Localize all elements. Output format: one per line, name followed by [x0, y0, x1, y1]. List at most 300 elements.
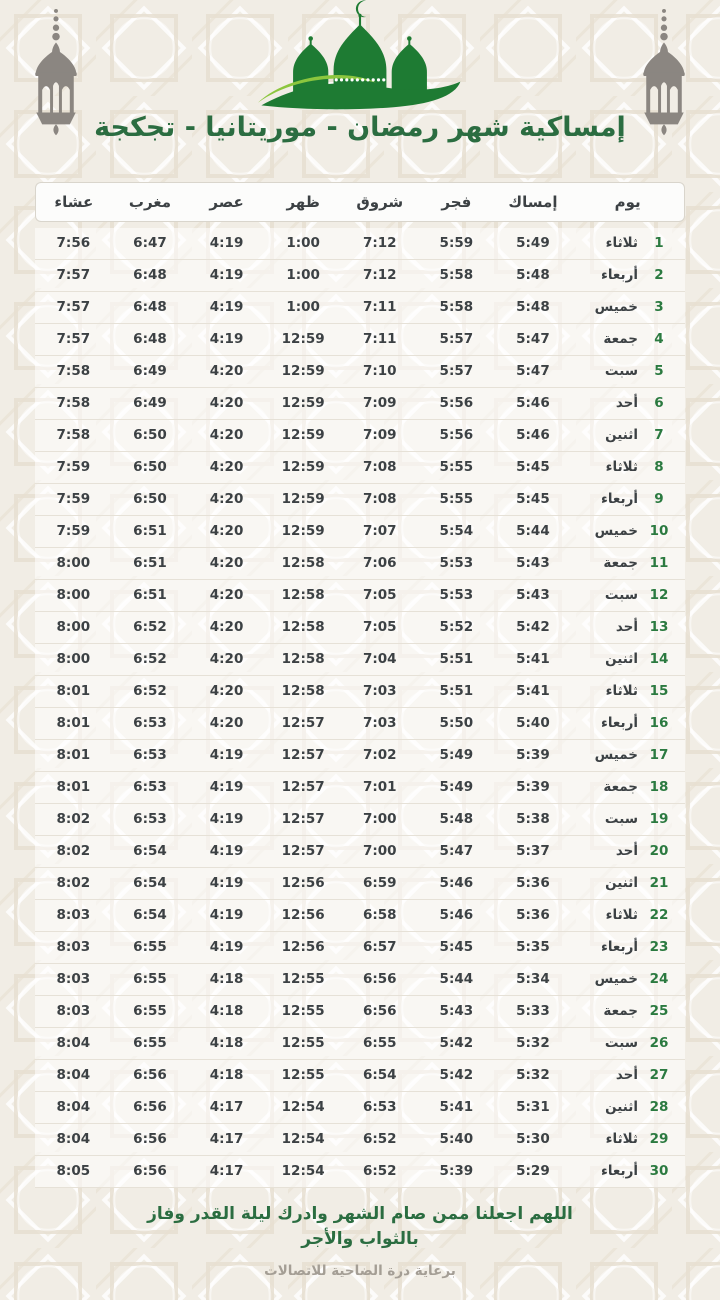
day-cell	[571, 324, 685, 356]
table-header-row	[35, 182, 685, 222]
asr-time: 4:19	[188, 836, 265, 868]
fajr-time: 5:56	[418, 388, 495, 420]
maghrib-time: 6:47	[112, 228, 189, 260]
shuruq-time: 6:54	[341, 1060, 418, 1092]
shuruq-time: 6:56	[341, 964, 418, 996]
isha-time: 7:57	[35, 324, 112, 356]
isha-time: 8:02	[35, 804, 112, 836]
day-cell	[571, 548, 685, 580]
fajr-time: 5:49	[418, 740, 495, 772]
maghrib-time: 6:51	[112, 580, 189, 612]
isha-time: 8:05	[35, 1156, 112, 1188]
imsak-time: 5:39	[495, 740, 572, 772]
imsak-time: 5:42	[495, 612, 572, 644]
maghrib-time: 6:48	[112, 292, 189, 324]
table-row	[35, 1156, 685, 1188]
day-name: ثلاثاء	[605, 459, 638, 475]
asr-time: 4:19	[188, 868, 265, 900]
isha-time: 8:00	[35, 548, 112, 580]
shuruq-time: 7:03	[341, 676, 418, 708]
day-name: خميس	[594, 523, 638, 539]
day-cell	[571, 900, 685, 932]
column-header-shuruq: شروق	[341, 182, 418, 222]
maghrib-time: 6:54	[112, 900, 189, 932]
day-number: 20	[649, 843, 669, 859]
day-name: ثلاثاء	[605, 235, 638, 251]
table-row	[35, 516, 685, 548]
isha-time: 8:00	[35, 580, 112, 612]
shuruq-time: 7:08	[341, 484, 418, 516]
shuruq-time: 7:05	[341, 580, 418, 612]
day-name: أربعاء	[600, 267, 638, 283]
isha-time: 7:57	[35, 292, 112, 324]
day-name: جمعة	[603, 555, 638, 571]
maghrib-time: 6:51	[112, 548, 189, 580]
day-cell	[571, 804, 685, 836]
day-cell	[571, 1092, 685, 1124]
imsak-time: 5:44	[495, 516, 572, 548]
isha-time: 8:00	[35, 644, 112, 676]
day-cell	[571, 292, 685, 324]
isha-time: 8:00	[35, 612, 112, 644]
shuruq-time: 7:00	[341, 836, 418, 868]
dhuhr-time: 12:59	[265, 388, 342, 420]
fajr-time: 5:54	[418, 516, 495, 548]
imsak-time: 5:29	[495, 1156, 572, 1188]
dhuhr-time: 12:58	[265, 612, 342, 644]
isha-time: 8:01	[35, 676, 112, 708]
day-cell	[571, 644, 685, 676]
day-name: جمعة	[603, 331, 638, 347]
isha-time: 8:03	[35, 964, 112, 996]
day-cell	[571, 836, 685, 868]
maghrib-time: 6:52	[112, 644, 189, 676]
day-number: 15	[649, 683, 669, 699]
dhuhr-time: 12:57	[265, 772, 342, 804]
table-row	[35, 1028, 685, 1060]
fajr-time: 5:43	[418, 996, 495, 1028]
day-name: جمعة	[603, 779, 638, 795]
dhuhr-time: 12:54	[265, 1124, 342, 1156]
table-row	[35, 324, 685, 356]
imsak-time: 5:41	[495, 644, 572, 676]
isha-time: 7:56	[35, 228, 112, 260]
maghrib-time: 6:53	[112, 708, 189, 740]
dhuhr-time: 12:56	[265, 900, 342, 932]
dhuhr-time: 12:54	[265, 1092, 342, 1124]
fajr-time: 5:44	[418, 964, 495, 996]
imsak-time: 5:33	[495, 996, 572, 1028]
day-number: 9	[654, 491, 664, 507]
table-row	[35, 388, 685, 420]
header	[0, 0, 720, 158]
table-row	[35, 740, 685, 772]
imsak-time: 5:39	[495, 772, 572, 804]
fajr-time: 5:53	[418, 580, 495, 612]
fajr-time: 5:40	[418, 1124, 495, 1156]
day-cell	[571, 580, 685, 612]
dhuhr-time: 12:58	[265, 644, 342, 676]
maghrib-time: 6:55	[112, 932, 189, 964]
day-number: 8	[654, 459, 664, 475]
imsak-time: 5:43	[495, 580, 572, 612]
day-cell	[571, 1060, 685, 1092]
fajr-time: 5:46	[418, 868, 495, 900]
page-title: إمساكية شهر رمضان - موريتانيا - تجكجة	[94, 112, 626, 143]
isha-time: 7:59	[35, 484, 112, 516]
day-cell	[571, 1124, 685, 1156]
day-name: ثلاثاء	[605, 1131, 638, 1147]
imsak-time: 5:38	[495, 804, 572, 836]
fajr-time: 5:42	[418, 1028, 495, 1060]
table-row	[35, 836, 685, 868]
maghrib-time: 6:56	[112, 1156, 189, 1188]
day-cell	[571, 612, 685, 644]
asr-time: 4:20	[188, 420, 265, 452]
dhuhr-time: 12:59	[265, 356, 342, 388]
shuruq-time: 7:12	[341, 228, 418, 260]
day-cell	[571, 676, 685, 708]
day-cell	[571, 996, 685, 1028]
dhuhr-time: 12:57	[265, 804, 342, 836]
shuruq-time: 6:52	[341, 1124, 418, 1156]
imsak-time: 5:47	[495, 324, 572, 356]
day-number: 11	[649, 555, 669, 571]
day-name: ثلاثاء	[605, 907, 638, 923]
shuruq-time: 6:52	[341, 1156, 418, 1188]
maghrib-time: 6:55	[112, 1028, 189, 1060]
fajr-time: 5:56	[418, 420, 495, 452]
fajr-time: 5:49	[418, 772, 495, 804]
day-number: 30	[649, 1163, 669, 1179]
asr-time: 4:20	[188, 644, 265, 676]
day-number: 16	[649, 715, 669, 731]
isha-time: 8:04	[35, 1124, 112, 1156]
shuruq-time: 7:02	[341, 740, 418, 772]
prayer-times-section	[35, 182, 685, 1188]
fajr-time: 5:58	[418, 292, 495, 324]
table-row	[35, 1060, 685, 1092]
day-number: 1	[654, 235, 664, 251]
maghrib-time: 6:53	[112, 804, 189, 836]
fajr-time: 5:59	[418, 228, 495, 260]
isha-time: 8:01	[35, 772, 112, 804]
table-row	[35, 260, 685, 292]
day-cell	[571, 1156, 685, 1188]
imsak-time: 5:35	[495, 932, 572, 964]
maghrib-time: 6:55	[112, 964, 189, 996]
fajr-time: 5:52	[418, 612, 495, 644]
imsak-time: 5:46	[495, 388, 572, 420]
isha-time: 8:03	[35, 996, 112, 1028]
day-number: 19	[649, 811, 669, 827]
day-cell	[571, 1028, 685, 1060]
prayer-times-table	[35, 182, 685, 1188]
day-number: 23	[649, 939, 669, 955]
day-name: اثنين	[605, 651, 638, 667]
isha-time: 8:04	[35, 1028, 112, 1060]
dhuhr-time: 12:59	[265, 452, 342, 484]
day-number: 24	[649, 971, 669, 987]
maghrib-time: 6:50	[112, 452, 189, 484]
table-row	[35, 932, 685, 964]
shuruq-time: 7:08	[341, 452, 418, 484]
column-header-isha: عشاء	[35, 182, 112, 222]
dhuhr-time: 12:56	[265, 932, 342, 964]
day-cell	[571, 868, 685, 900]
maghrib-time: 6:56	[112, 1092, 189, 1124]
day-name: سبت	[604, 1035, 638, 1051]
day-number: 21	[649, 875, 669, 891]
day-cell	[571, 964, 685, 996]
isha-time: 8:02	[35, 868, 112, 900]
table-row	[35, 452, 685, 484]
dhuhr-time: 12:59	[265, 420, 342, 452]
fajr-time: 5:45	[418, 932, 495, 964]
fajr-time: 5:41	[418, 1092, 495, 1124]
day-number: 3	[654, 299, 664, 315]
imsak-time: 5:47	[495, 356, 572, 388]
dhuhr-time: 12:55	[265, 964, 342, 996]
day-name: اثنين	[605, 427, 638, 443]
isha-time: 8:01	[35, 740, 112, 772]
isha-time: 7:58	[35, 388, 112, 420]
imsak-time: 5:48	[495, 260, 572, 292]
dhuhr-time: 12:57	[265, 740, 342, 772]
imsak-time: 5:43	[495, 548, 572, 580]
isha-time: 8:02	[35, 836, 112, 868]
day-name: أحد	[615, 619, 638, 635]
day-name: خميس	[594, 971, 638, 987]
asr-time: 4:18	[188, 1028, 265, 1060]
fajr-time: 5:48	[418, 804, 495, 836]
column-header-fajr: فجر	[418, 182, 495, 222]
times-table-body	[35, 222, 685, 1188]
fajr-time: 5:51	[418, 676, 495, 708]
table-row	[35, 804, 685, 836]
imsak-time: 5:37	[495, 836, 572, 868]
maghrib-time: 6:48	[112, 324, 189, 356]
asr-time: 4:18	[188, 996, 265, 1028]
isha-time: 8:03	[35, 932, 112, 964]
day-number: 17	[649, 747, 669, 763]
day-cell	[571, 420, 685, 452]
dhuhr-time: 12:59	[265, 484, 342, 516]
asr-time: 4:20	[188, 612, 265, 644]
imsak-time: 5:31	[495, 1092, 572, 1124]
day-number: 13	[649, 619, 669, 635]
table-row	[35, 996, 685, 1028]
shuruq-time: 7:06	[341, 548, 418, 580]
day-number: 27	[649, 1067, 669, 1083]
asr-time: 4:18	[188, 1060, 265, 1092]
day-number: 29	[649, 1131, 669, 1147]
maghrib-time: 6:52	[112, 676, 189, 708]
dhuhr-time: 12:55	[265, 1028, 342, 1060]
day-number: 10	[649, 523, 669, 539]
asr-time: 4:19	[188, 324, 265, 356]
day-cell	[571, 452, 685, 484]
maghrib-time: 6:48	[112, 260, 189, 292]
asr-time: 4:20	[188, 516, 265, 548]
mosque-icon	[254, 0, 466, 116]
imsak-time: 5:32	[495, 1028, 572, 1060]
day-number: 12	[649, 587, 669, 603]
imsak-time: 5:34	[495, 964, 572, 996]
maghrib-time: 6:56	[112, 1060, 189, 1092]
maghrib-time: 6:49	[112, 356, 189, 388]
isha-time: 7:59	[35, 516, 112, 548]
table-row	[35, 1092, 685, 1124]
day-cell	[571, 388, 685, 420]
day-name: خميس	[594, 747, 638, 763]
asr-time: 4:20	[188, 708, 265, 740]
day-number: 22	[649, 907, 669, 923]
day-number: 5	[654, 363, 664, 379]
asr-time: 4:17	[188, 1124, 265, 1156]
fajr-time: 5:53	[418, 548, 495, 580]
day-name: خميس	[594, 299, 638, 315]
table-row	[35, 900, 685, 932]
shuruq-time: 7:07	[341, 516, 418, 548]
shuruq-time: 6:57	[341, 932, 418, 964]
shuruq-time: 6:55	[341, 1028, 418, 1060]
maghrib-time: 6:49	[112, 388, 189, 420]
day-number: 6	[654, 395, 664, 411]
column-header-dhuhr: ظهر	[265, 182, 342, 222]
day-name: أحد	[615, 843, 638, 859]
imsak-time: 5:41	[495, 676, 572, 708]
isha-time: 7:59	[35, 452, 112, 484]
day-name: سبت	[604, 811, 638, 827]
sponsor-text: برعاية درة الضاحية للاتصالات	[264, 1263, 456, 1280]
table-row	[35, 772, 685, 804]
maghrib-time: 6:55	[112, 996, 189, 1028]
table-row	[35, 580, 685, 612]
shuruq-time: 6:56	[341, 996, 418, 1028]
shuruq-time: 7:01	[341, 772, 418, 804]
imsak-time: 5:30	[495, 1124, 572, 1156]
dhuhr-time: 1:00	[265, 260, 342, 292]
imsak-time: 5:46	[495, 420, 572, 452]
day-cell	[571, 484, 685, 516]
fajr-time: 5:55	[418, 452, 495, 484]
dua-text	[0, 1202, 720, 1251]
table-row	[35, 612, 685, 644]
day-number: 26	[649, 1035, 669, 1051]
day-name: أحد	[615, 1067, 638, 1083]
maghrib-time: 6:54	[112, 836, 189, 868]
shuruq-time: 7:11	[341, 292, 418, 324]
fajr-time: 5:46	[418, 900, 495, 932]
asr-time: 4:17	[188, 1156, 265, 1188]
asr-time: 4:20	[188, 452, 265, 484]
shuruq-time: 7:09	[341, 420, 418, 452]
day-number: 14	[649, 651, 669, 667]
asr-time: 4:19	[188, 900, 265, 932]
fajr-time: 5:47	[418, 836, 495, 868]
maghrib-time: 6:53	[112, 772, 189, 804]
day-name: أربعاء	[600, 491, 638, 507]
maghrib-time: 6:54	[112, 868, 189, 900]
day-name: اثنين	[605, 875, 638, 891]
imsak-time: 5:40	[495, 708, 572, 740]
dhuhr-time: 12:57	[265, 836, 342, 868]
day-cell	[571, 932, 685, 964]
day-number: 25	[649, 1003, 669, 1019]
dhuhr-time: 12:56	[265, 868, 342, 900]
dhuhr-time: 12:58	[265, 580, 342, 612]
shuruq-time: 7:00	[341, 804, 418, 836]
day-name: اثنين	[605, 1099, 638, 1115]
fajr-time: 5:51	[418, 644, 495, 676]
maghrib-time: 6:51	[112, 516, 189, 548]
shuruq-time: 7:10	[341, 356, 418, 388]
dhuhr-time: 12:59	[265, 516, 342, 548]
table-row	[35, 292, 685, 324]
day-cell	[571, 260, 685, 292]
table-row	[35, 484, 685, 516]
isha-time: 7:58	[35, 420, 112, 452]
day-cell	[571, 516, 685, 548]
shuruq-time: 7:05	[341, 612, 418, 644]
fajr-time: 5:57	[418, 356, 495, 388]
table-row	[35, 356, 685, 388]
dhuhr-time: 12:54	[265, 1156, 342, 1188]
table-row	[35, 708, 685, 740]
day-name: أحد	[615, 395, 638, 411]
dua-line-2: بالثواب والأجر	[301, 1228, 419, 1249]
dhuhr-time: 12:58	[265, 676, 342, 708]
day-cell	[571, 740, 685, 772]
day-cell	[571, 228, 685, 260]
shuruq-time: 7:03	[341, 708, 418, 740]
shuruq-time: 7:09	[341, 388, 418, 420]
shuruq-time: 6:59	[341, 868, 418, 900]
day-name: أربعاء	[600, 939, 638, 955]
day-name: جمعة	[603, 1003, 638, 1019]
isha-time: 8:03	[35, 900, 112, 932]
asr-time: 4:17	[188, 1092, 265, 1124]
day-name: ثلاثاء	[605, 683, 638, 699]
day-number: 2	[654, 267, 664, 283]
asr-time: 4:19	[188, 804, 265, 836]
isha-time: 7:58	[35, 356, 112, 388]
column-header-asr: عصر	[188, 182, 265, 222]
imsak-time: 5:36	[495, 900, 572, 932]
dhuhr-time: 12:58	[265, 548, 342, 580]
dhuhr-time: 1:00	[265, 228, 342, 260]
shuruq-time: 7:12	[341, 260, 418, 292]
table-row	[35, 964, 685, 996]
asr-time: 4:20	[188, 484, 265, 516]
asr-time: 4:19	[188, 932, 265, 964]
table-row	[35, 420, 685, 452]
asr-time: 4:20	[188, 388, 265, 420]
day-name: سبت	[604, 587, 638, 603]
fajr-time: 5:55	[418, 484, 495, 516]
table-row	[35, 1124, 685, 1156]
column-header-day: يوم	[571, 182, 685, 222]
fajr-time: 5:39	[418, 1156, 495, 1188]
day-number: 4	[654, 331, 664, 347]
asr-time: 4:18	[188, 964, 265, 996]
maghrib-time: 6:50	[112, 420, 189, 452]
shuruq-time: 6:58	[341, 900, 418, 932]
day-number: 7	[654, 427, 664, 443]
dhuhr-time: 12:59	[265, 324, 342, 356]
table-row	[35, 644, 685, 676]
